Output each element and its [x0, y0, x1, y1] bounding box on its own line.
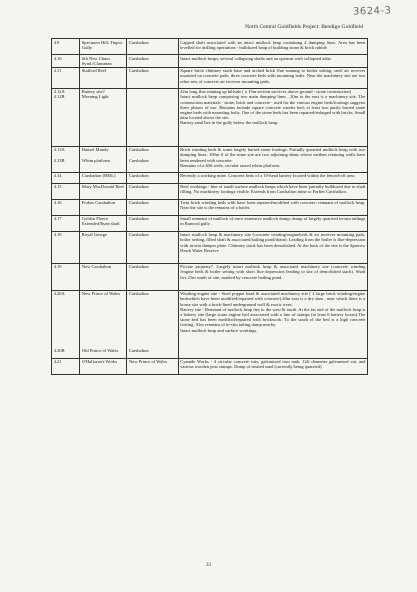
table-row: [52, 183, 368, 199]
description-cell: [178, 39, 367, 55]
site-name-text: Specimen Hill, Tinpot Gully: [81, 39, 123, 50]
site-name-cell: [80, 231, 127, 263]
site-id-cell: [52, 263, 80, 290]
location-text: Carshalton: [128, 68, 149, 74]
location-text: Carshalton: [128, 216, 149, 222]
site-name-text: Golden Fleece Extended/Ryan shaft: [81, 216, 120, 227]
site-id-cell: [52, 88, 80, 146]
site-name-text: Mary MacDonald Reef: [81, 184, 124, 190]
table-row: [52, 67, 368, 88]
location-cell: [127, 358, 178, 374]
description-text: Battery sand lies in the gully below the mullock heap.: [180, 120, 279, 126]
location-cell: [127, 146, 178, 172]
page-header: North Central Goldfields Project: Bendigo Goldfield: [245, 24, 363, 30]
site-name-text: New Carshalton: [81, 264, 112, 270]
location-text: Carshalton: [128, 291, 149, 297]
site-id-text: 4.19: [53, 264, 62, 270]
site-id-text: 4.12A: [53, 89, 65, 95]
description-cell: [178, 172, 367, 183]
description-text: Intact mullock heap & machinery site (concrete winding/enginebeds & air receiver mounting pads, boiler setting, filled shaft & associated bailing pond/drain). Leading from the boiler is flue-depression with in-situ damper plate. Chimney stack has been demolished. At the back of the site is the Sparrow Hawk Water Reserve: [180, 232, 366, 253]
location-text: Carshalton: [128, 232, 149, 238]
description-cell: [178, 146, 367, 172]
site-id-text: 4.13B: [53, 157, 65, 163]
description-cell: [178, 67, 367, 88]
location-cell: [127, 263, 178, 290]
site-name-text: Whim platform: [81, 157, 110, 163]
site-id-cell: [52, 358, 80, 374]
site-name-cell: [80, 55, 127, 68]
site-id-text: 4.20A: [53, 291, 65, 297]
description-text: Private property?. Largely intact mullock heap & associated machinery site (concrete winding /engine beds & boiler setting with short flue depression leading to site of demolished stack). Shaft lies 21m south of site, marked by concrete bailing pond.: [180, 264, 366, 280]
site-name-cell: [80, 263, 127, 290]
location-text: [129, 94, 176, 99]
site-id-cell: [52, 290, 80, 358]
description-text: Twin brick winding beds with have been repaired/modified with concrete; remnant of mullock heap. Near the site is the remains of a boiler.: [180, 200, 366, 211]
description-text: Intact mullock heap comprising two main dumping lines . 20m to the east is a machinery site. The construction materials - stone, brick and concrete - used for the various engine beds/footings suggests three phases of use. Remains include square concrete winder bed; at least two partly buried stone engine beds with mounting bolts. One of the stone beds has been repaired/enlarged with bricks. Small dam located above the site.: [180, 94, 366, 121]
description-text: 42m long flue running up hillside ( a 15m section survives above ground - stone construction): [180, 89, 352, 95]
site-id-text: 4.14: [53, 173, 62, 179]
site-name-cell: [80, 88, 127, 146]
site-name-text: Hansel Mundy: [81, 147, 109, 153]
site-id-text: 4.17: [53, 216, 62, 222]
description-text: Cyanide Works - 4 circular concrete vats, galvanised iron tank, 12ft diameter galvanised vat, and various wooden post stumps. Dump of treated sand (currently being quarried): [180, 359, 366, 370]
table-row: [52, 39, 368, 55]
table-row: [52, 263, 368, 290]
location-cell: [127, 55, 178, 68]
location-cell: [127, 88, 178, 146]
description-text: Recently a working mine. Concrete beds of a 10-head battery located within the fenced-off area.: [180, 173, 356, 179]
site-name-cell: [80, 199, 127, 215]
location-text: Carshalton: [128, 147, 149, 153]
page-number: 33: [206, 563, 211, 568]
site-name-text: Old Prince of Wales: [81, 348, 119, 354]
site-name-cell: [80, 146, 127, 172]
site-name-text: O'Halloran's Works: [81, 359, 118, 365]
site-name-text: Stafford Reef: [81, 68, 107, 74]
description-cell: [178, 263, 367, 290]
location-cell: [127, 39, 178, 55]
location-text: Carshalton: [128, 173, 149, 179]
site-name-cell: [80, 67, 127, 88]
site-name-text: Morning Light: [81, 94, 109, 100]
description-cell: [178, 358, 367, 374]
table-row: [52, 231, 368, 263]
site-name-cell: [80, 290, 127, 358]
location-text: Carshalton: [128, 55, 149, 61]
description-text: Small remnant of mullock of once-extensive mullock dump; dump of largely quarried in-situ tailings in Ramrod gully .: [180, 216, 366, 227]
description-cell: [178, 88, 367, 146]
table-row: [52, 88, 368, 146]
table-row: [52, 146, 368, 172]
location-cell: [127, 215, 178, 231]
site-name-text: Forbes Carshalton: [81, 200, 115, 206]
site-id-text: 4.10: [53, 55, 62, 61]
site-id-text: 4.20B: [53, 348, 65, 354]
table-row: [52, 55, 368, 68]
description-cell: [178, 290, 367, 358]
site-name-text: New Prince of Wales: [81, 291, 121, 297]
site-id-cell: [52, 146, 80, 172]
location-text: Carshalton: [128, 184, 149, 190]
site-id-cell: [52, 55, 80, 68]
description-text: Brick winding beds & some largely buried stone footings. Partially quarried mullock heap with two dumping lines. 100m S of the mine site are two adjoining dams whose earthen retaining walls have been rendered with concrete.: [180, 147, 366, 163]
site-name-cell: [80, 215, 127, 231]
site-id-cell: [52, 39, 80, 55]
location-cell: [127, 290, 178, 358]
sites-table: [51, 38, 368, 375]
table-row: [52, 199, 368, 215]
description-cell: [178, 231, 367, 263]
location-text: Carshalton: [128, 157, 149, 163]
table-row: [52, 172, 368, 183]
site-id-cell: [52, 172, 80, 183]
location-cell: [127, 67, 178, 88]
location-text: New Prince of Wales: [128, 359, 168, 365]
description-text: Remains of a 40ft wide, circular raised whim platform.: [180, 162, 281, 168]
description-cell: [178, 55, 367, 68]
site-id-text: 4.15: [53, 184, 62, 190]
site-id-text: 4.16: [53, 200, 62, 206]
description-text: Winding engine site - Steel poppet head & associated machinery site ( 2 large brick winding/engine bedswhich have been modified/repaired with concrete).20m east is a dry dam , near which there is a house site with a brick-lined underground well & exotic trees.: [180, 291, 366, 307]
site-id-text: 4.12B: [53, 94, 65, 100]
site-name-text: Sth New Chum Synd./Clansman: [81, 55, 112, 66]
site-id-text: 4.21: [53, 359, 62, 365]
description-text: Square brick chimney stack base and arched brick flue running to boiler setting; steel air receiver mounted on concrete pads; three concrete beds with mounting bolts. Near the machinery site are two other sets of concrete air receiver mounting pads.: [180, 68, 366, 84]
site-id-text: 4.18: [53, 232, 62, 238]
site-id-text: 4.9: [53, 39, 60, 45]
site-id-cell: [52, 231, 80, 263]
location-text: Carshalton: [128, 264, 149, 270]
location-cell: [127, 172, 178, 183]
site-id-text: 4.11: [53, 68, 62, 74]
description-cell: [178, 215, 367, 231]
description-text: Reef workings - line of small surface mullock heaps which have been partially bulldozed due to shaft filling. No machinery footings visible. Extends from Carshalton mine to Forbes Carshalton.: [180, 184, 366, 195]
location-text: Carshalton: [128, 348, 149, 354]
table-row: [52, 290, 368, 358]
site-id-cell: [52, 67, 80, 88]
site-id-cell: [52, 183, 80, 199]
site-name-cell: [80, 183, 127, 199]
site-name-cell: [80, 172, 127, 183]
description-text: Intact mullock heaps; several collapsing shafts and an opencut with collapsed adits.: [180, 55, 332, 61]
site-id-cell: [52, 199, 80, 215]
description-text: Battery site - Remnant of mullock heap lies to the west & north. At the far end of the mullock heap is a battery site (large stone engine bed associated with a line of stamps (at least 6 battery boxes).The stone bed has been modified/repaired with brickwork. To the south of the bed is a high concrete footing. Also remnant of in-situ tailing dump nearby.: [180, 306, 366, 328]
location-cell: [127, 231, 178, 263]
site-id-text: 4.13A: [53, 147, 65, 153]
location-text: Carshalton: [128, 39, 149, 45]
description-cell: [178, 183, 367, 199]
site-name-cell: [80, 39, 127, 55]
site-name-cell: [80, 358, 127, 374]
description-cell: [178, 199, 367, 215]
table-row: [52, 358, 368, 374]
site-name-text: Royal George: [81, 232, 108, 238]
site-name-text: Carshalton (BML): [81, 173, 116, 179]
handwritten-reference-number: 3624-3: [352, 5, 392, 18]
table-row: [52, 215, 368, 231]
description-text: Intact mullock heap and surface workings.: [180, 327, 258, 333]
location-cell: [127, 199, 178, 215]
description-text: Capped shaft associated with an intact mullock heap containing 4 dumping lines. Area has been levelled for drilling operations - bulldozed heap of building stone & brick rubble: [180, 39, 366, 50]
site-id-cell: [52, 215, 80, 231]
location-cell: [127, 183, 178, 199]
location-text: Carshalton: [128, 200, 149, 206]
site-name-text: Battery site?: [81, 89, 105, 95]
sites-table-body: [52, 39, 368, 375]
